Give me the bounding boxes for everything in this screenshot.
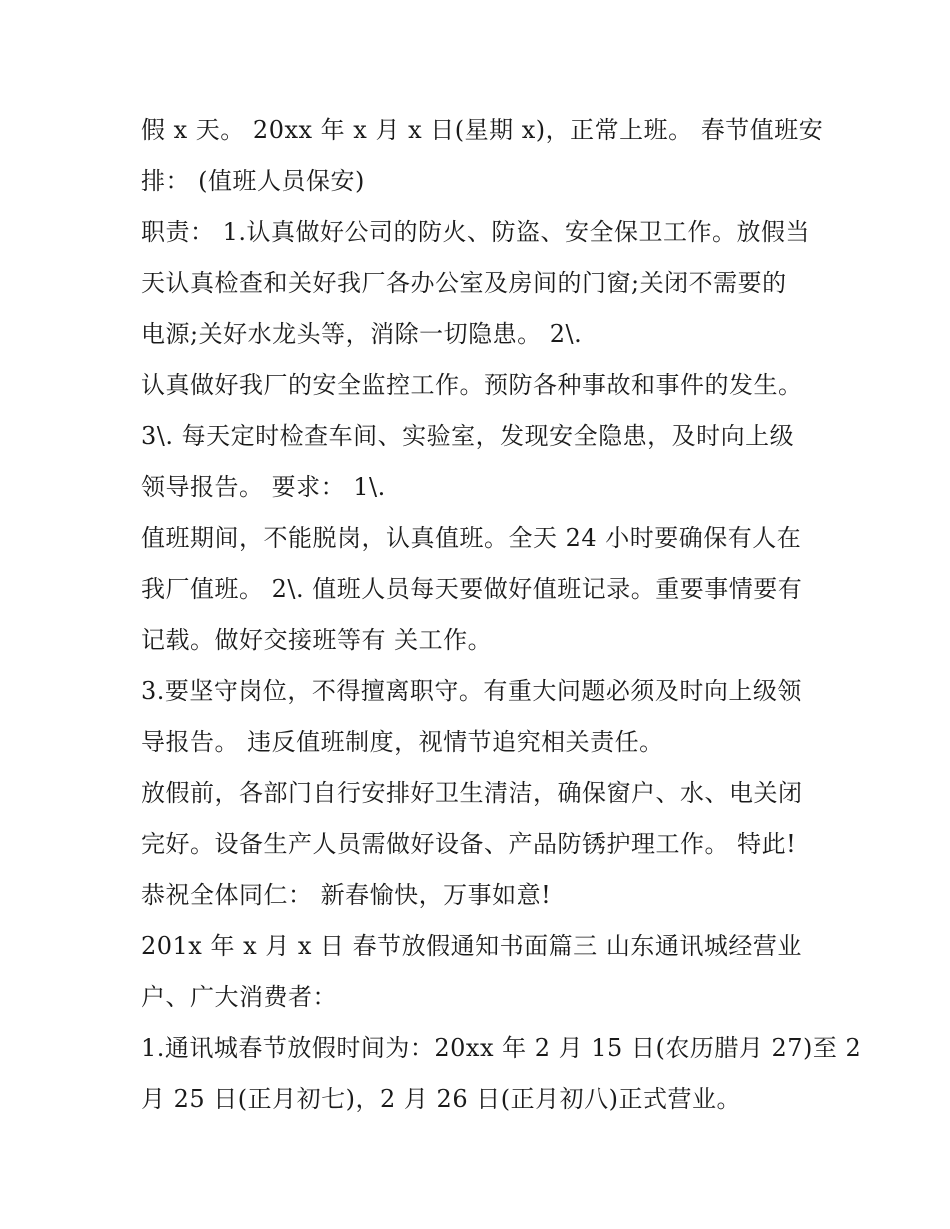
text-line: 导报告。 违反值班制度，视情节追究相关责任。 <box>141 728 664 756</box>
text-line: 户、广大消费者： <box>141 983 337 1011</box>
text-line: 电源;关好水龙头等，消除一切隐患。 2\. <box>141 320 583 348</box>
text-line: 天认真检查和关好我厂各办公室及房间的门窗;关闭不需要的 <box>141 269 787 297</box>
text-line: 领导报告。 要求： 1\. <box>141 473 386 501</box>
text-line: 记载。做好交接班等有 关工作。 <box>141 626 493 654</box>
text-line: 1.通讯城春节放假时间为：20xx 年 2 月 15 日(农历腊月 27)至 2 <box>141 1034 862 1062</box>
text-line: 3.要坚守岗位，不得擅离职守。有重大问题必须及时向上级领 <box>141 677 802 705</box>
text-line: 值班期间，不能脱岗，认真值班。全天 24 小时要确保有人在 <box>141 524 802 552</box>
text-line: 放假前，各部门自行安排好卫生清洁，确保窗户、水、电关闭 <box>141 779 803 807</box>
text-line: 月 25 日(正月初七)，2 月 26 日(正月初八)正式营业。 <box>141 1085 741 1113</box>
text-line: 排： (值班人员保安) <box>141 167 365 195</box>
text-line: 我厂值班。 2\. 值班人员每天要做好值班记录。重要事情要有 <box>141 575 803 603</box>
text-line: 恭祝全体同仁： 新春愉快，万事如意! <box>141 881 552 909</box>
text-line: 认真做好我厂的安全监控工作。预防各种事故和事件的发生。 <box>141 371 803 399</box>
text-line: 职责： 1.认真做好公司的防火、防盗、安全保卫工作。放假当 <box>141 218 811 246</box>
document-body <box>141 105 862 1125</box>
text-line: 假 x 天。 20xx 年 x 月 x 日(星期 x)，正常上班。 春节值班安 <box>141 116 824 144</box>
text-line: 201x 年 x 月 x 日 春节放假通知书面篇三 山东通讯城经营业 <box>141 932 802 960</box>
text-line: 3\. 每天定时检查车间、实验室，发现安全隐患，及时向上级 <box>141 422 795 450</box>
text-line: 完好。设备生产人员需做好设备、产品防锈护理工作。 特此! <box>141 830 797 858</box>
